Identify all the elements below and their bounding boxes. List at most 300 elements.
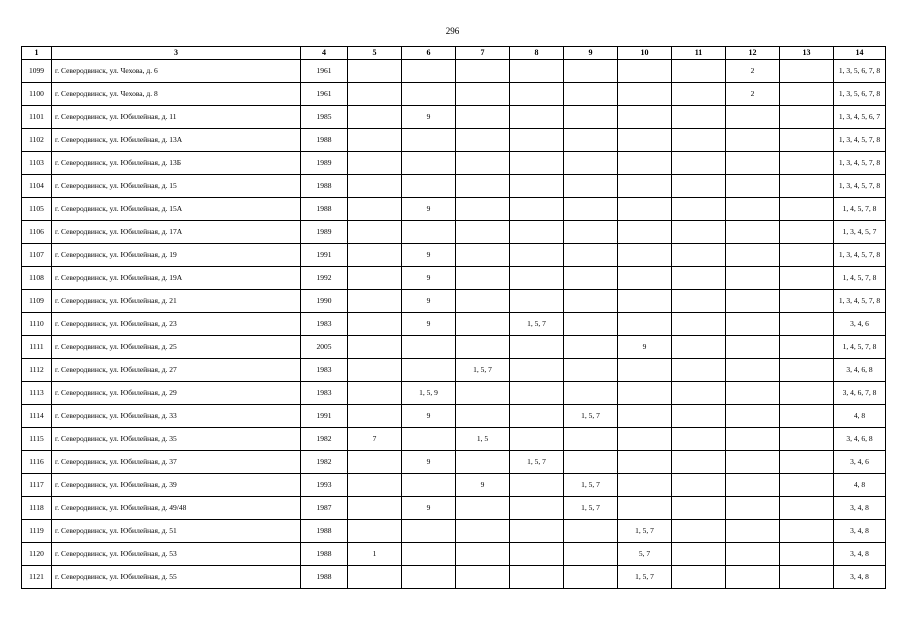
column-header: 7 [456,47,510,60]
address-cell: г. Северодвинск, ул. Юбилейная, д. 37 [52,451,301,474]
column-9-cell [564,175,618,198]
codes-cell: 1, 4, 5, 7, 8 [834,336,886,359]
row-number-cell: 1106 [22,221,52,244]
column-11-cell [672,244,726,267]
table-row [22,244,886,267]
column-13-cell [780,60,834,83]
year-cell: 1982 [301,451,348,474]
year-cell: 1961 [301,83,348,106]
codes-cell: 1, 3, 4, 5, 7 [834,221,886,244]
column-6-cell: 9 [402,106,456,129]
row-number-cell: 1112 [22,359,52,382]
column-13-cell [780,175,834,198]
codes-cell: 1, 3, 5, 6, 7, 8 [834,83,886,106]
column-6-cell: 1, 5, 9 [402,382,456,405]
address-cell: г. Северодвинск, ул. Юбилейная, д. 55 [52,566,301,589]
column-5-cell [348,221,402,244]
column-12-cell [726,336,780,359]
year-cell: 1988 [301,520,348,543]
column-13-cell [780,336,834,359]
codes-cell: 1, 4, 5, 7, 8 [834,198,886,221]
column-6-cell [402,543,456,566]
column-9-cell [564,60,618,83]
row-number-cell: 1111 [22,336,52,359]
column-8-cell [510,290,564,313]
column-8-cell [510,520,564,543]
column-10-cell [618,359,672,382]
column-11-cell [672,83,726,106]
address-cell: г. Северодвинск, ул. Юбилейная, д. 29 [52,382,301,405]
address-cell: г. Северодвинск, ул. Чехова, д. 6 [52,60,301,83]
column-10-cell [618,175,672,198]
column-12-cell: 2 [726,60,780,83]
column-13-cell [780,290,834,313]
column-9-cell [564,244,618,267]
column-7-cell: 1, 5, 7 [456,359,510,382]
column-6-cell [402,129,456,152]
column-5-cell [348,129,402,152]
column-5-cell [348,405,402,428]
column-7-cell [456,221,510,244]
column-10-cell [618,60,672,83]
row-number-cell: 1116 [22,451,52,474]
column-12-cell [726,497,780,520]
year-cell: 1987 [301,497,348,520]
column-12-cell [726,451,780,474]
column-10-cell: 1, 5, 7 [618,520,672,543]
table-row [22,106,886,129]
column-6-cell [402,428,456,451]
column-6-cell: 9 [402,451,456,474]
column-12-cell [726,520,780,543]
column-8-cell [510,129,564,152]
register-table [21,46,886,589]
column-11-cell [672,60,726,83]
codes-cell: 3, 4, 6, 8 [834,428,886,451]
column-header: 1 [22,47,52,60]
column-9-cell [564,290,618,313]
year-cell: 1983 [301,382,348,405]
column-10-cell: 5, 7 [618,543,672,566]
address-cell: г. Северодвинск, ул. Юбилейная, д. 17А [52,221,301,244]
column-5-cell [348,566,402,589]
column-7-cell [456,198,510,221]
column-6-cell [402,60,456,83]
column-7-cell [456,290,510,313]
table-row [22,566,886,589]
column-header: 10 [618,47,672,60]
column-7-cell [456,336,510,359]
column-12-cell [726,198,780,221]
column-7-cell [456,129,510,152]
row-number-cell: 1102 [22,129,52,152]
column-6-cell [402,474,456,497]
codes-cell: 4, 8 [834,405,886,428]
column-8-cell [510,60,564,83]
column-7-cell [456,382,510,405]
table-row [22,543,886,566]
column-header: 4 [301,47,348,60]
column-13-cell [780,313,834,336]
column-6-cell [402,359,456,382]
column-11-cell [672,566,726,589]
column-13-cell [780,221,834,244]
column-7-cell [456,543,510,566]
codes-cell: 4, 8 [834,474,886,497]
codes-cell: 3, 4, 6, 7, 8 [834,382,886,405]
column-11-cell [672,129,726,152]
column-header: 13 [780,47,834,60]
column-8-cell [510,83,564,106]
column-7-cell: 9 [456,474,510,497]
column-9-cell: 1, 5, 7 [564,497,618,520]
column-5-cell [348,497,402,520]
column-11-cell [672,520,726,543]
column-11-cell [672,267,726,290]
column-6-cell: 9 [402,313,456,336]
column-11-cell [672,198,726,221]
column-6-cell [402,152,456,175]
column-6-cell [402,520,456,543]
address-cell: г. Северодвинск, ул. Юбилейная, д. 27 [52,359,301,382]
column-7-cell [456,83,510,106]
column-8-cell [510,428,564,451]
row-number-cell: 1099 [22,60,52,83]
column-header: 6 [402,47,456,60]
year-cell: 1989 [301,221,348,244]
row-number-cell: 1100 [22,83,52,106]
column-7-cell [456,60,510,83]
column-10-cell: 9 [618,336,672,359]
column-6-cell: 9 [402,290,456,313]
column-12-cell [726,221,780,244]
column-12-cell [726,152,780,175]
column-13-cell [780,198,834,221]
column-10-cell [618,221,672,244]
column-12-cell [726,129,780,152]
column-12-cell [726,382,780,405]
column-9-cell [564,152,618,175]
column-header: 5 [348,47,402,60]
column-11-cell [672,405,726,428]
column-13-cell [780,244,834,267]
column-12-cell [726,106,780,129]
address-cell: г. Северодвинск, ул. Юбилейная, д. 23 [52,313,301,336]
codes-cell: 1, 3, 5, 6, 7, 8 [834,60,886,83]
year-cell: 1992 [301,267,348,290]
column-8-cell [510,152,564,175]
codes-cell: 3, 4, 8 [834,566,886,589]
column-9-cell [564,106,618,129]
column-10-cell [618,474,672,497]
column-10-cell [618,497,672,520]
page-number: 296 [445,26,460,36]
codes-cell: 3, 4, 8 [834,543,886,566]
column-7-cell [456,175,510,198]
year-cell: 1989 [301,152,348,175]
column-5-cell [348,106,402,129]
year-cell: 1991 [301,405,348,428]
column-13-cell [780,152,834,175]
row-number-cell: 1119 [22,520,52,543]
column-10-cell [618,106,672,129]
column-9-cell [564,359,618,382]
column-5-cell: 7 [348,428,402,451]
column-8-cell [510,336,564,359]
row-number-cell: 1107 [22,244,52,267]
row-number-cell: 1109 [22,290,52,313]
address-cell: г. Северодвинск, ул. Юбилейная, д. 49/48 [52,497,301,520]
year-cell: 1983 [301,313,348,336]
codes-cell: 1, 3, 4, 5, 7, 8 [834,152,886,175]
column-13-cell [780,83,834,106]
codes-cell: 1, 3, 4, 5, 6, 7 [834,106,886,129]
column-11-cell [672,336,726,359]
column-8-cell: 1, 5, 7 [510,313,564,336]
column-6-cell: 9 [402,267,456,290]
row-number-cell: 1104 [22,175,52,198]
table-row [22,198,886,221]
column-6-cell: 9 [402,244,456,267]
column-5-cell: 1 [348,543,402,566]
column-9-cell [564,83,618,106]
column-5-cell [348,267,402,290]
column-13-cell [780,106,834,129]
column-8-cell [510,566,564,589]
column-header: 8 [510,47,564,60]
column-9-cell [564,221,618,244]
column-6-cell [402,175,456,198]
column-9-cell [564,336,618,359]
column-5-cell [348,313,402,336]
column-header: 12 [726,47,780,60]
column-7-cell [456,267,510,290]
column-13-cell [780,428,834,451]
column-7-cell [456,497,510,520]
codes-cell: 3, 4, 8 [834,497,886,520]
column-5-cell [348,175,402,198]
column-9-cell [564,428,618,451]
column-12-cell: 2 [726,83,780,106]
row-number-cell: 1117 [22,474,52,497]
column-11-cell [672,543,726,566]
table-row [22,405,886,428]
column-6-cell: 9 [402,405,456,428]
column-12-cell [726,543,780,566]
year-cell: 1982 [301,428,348,451]
column-8-cell [510,175,564,198]
column-11-cell [672,106,726,129]
column-12-cell [726,313,780,336]
column-10-cell [618,451,672,474]
year-cell: 1988 [301,175,348,198]
column-11-cell [672,474,726,497]
codes-cell: 1, 3, 4, 5, 7, 8 [834,290,886,313]
table-row [22,152,886,175]
table-row [22,175,886,198]
column-10-cell [618,382,672,405]
column-11-cell [672,497,726,520]
table-row [22,382,886,405]
codes-cell: 1, 4, 5, 7, 8 [834,267,886,290]
column-6-cell [402,221,456,244]
address-cell: г. Северодвинск, ул. Юбилейная, д. 11 [52,106,301,129]
column-13-cell [780,382,834,405]
column-7-cell [456,566,510,589]
column-8-cell [510,543,564,566]
row-number-cell: 1118 [22,497,52,520]
column-8-cell [510,497,564,520]
column-10-cell [618,129,672,152]
column-8-cell [510,359,564,382]
codes-cell: 3, 4, 8 [834,520,886,543]
column-11-cell [672,382,726,405]
column-8-cell [510,244,564,267]
column-5-cell [348,474,402,497]
address-cell: г. Северодвинск, ул. Юбилейная, д. 51 [52,520,301,543]
column-9-cell [564,520,618,543]
table-row [22,129,886,152]
column-8-cell [510,198,564,221]
year-cell: 1961 [301,60,348,83]
column-5-cell [348,198,402,221]
codes-cell: 1, 3, 4, 5, 7, 8 [834,129,886,152]
column-9-cell [564,566,618,589]
column-5-cell [348,290,402,313]
table-row [22,267,886,290]
year-cell: 1985 [301,106,348,129]
column-11-cell [672,290,726,313]
codes-cell: 1, 3, 4, 5, 7, 8 [834,175,886,198]
address-cell: г. Северодвинск, ул. Чехова, д. 8 [52,83,301,106]
column-10-cell [618,313,672,336]
column-header: 9 [564,47,618,60]
column-5-cell [348,244,402,267]
row-number-cell: 1103 [22,152,52,175]
table-row [22,313,886,336]
column-11-cell [672,451,726,474]
column-9-cell [564,382,618,405]
column-header: 11 [672,47,726,60]
table-row [22,497,886,520]
column-8-cell [510,221,564,244]
column-13-cell [780,566,834,589]
year-cell: 2005 [301,336,348,359]
column-7-cell [456,451,510,474]
column-12-cell [726,474,780,497]
year-cell: 1988 [301,198,348,221]
column-6-cell [402,566,456,589]
address-cell: г. Северодвинск, ул. Юбилейная, д. 15А [52,198,301,221]
column-12-cell [726,428,780,451]
column-13-cell [780,359,834,382]
column-7-cell: 1, 5 [456,428,510,451]
column-5-cell [348,451,402,474]
column-10-cell [618,244,672,267]
column-13-cell [780,451,834,474]
column-9-cell [564,129,618,152]
column-7-cell [456,520,510,543]
year-cell: 1988 [301,129,348,152]
address-cell: г. Северодвинск, ул. Юбилейная, д. 35 [52,428,301,451]
year-cell: 1990 [301,290,348,313]
column-9-cell: 1, 5, 7 [564,474,618,497]
column-9-cell [564,267,618,290]
column-11-cell [672,313,726,336]
table-body [22,60,886,589]
column-9-cell [564,198,618,221]
address-cell: г. Северодвинск, ул. Юбилейная, д. 15 [52,175,301,198]
column-9-cell: 1, 5, 7 [564,405,618,428]
column-13-cell [780,129,834,152]
column-13-cell [780,405,834,428]
column-11-cell [672,221,726,244]
column-12-cell [726,566,780,589]
column-9-cell [564,543,618,566]
table-row [22,336,886,359]
table-row [22,60,886,83]
column-10-cell [618,428,672,451]
year-cell: 1991 [301,244,348,267]
column-8-cell [510,474,564,497]
codes-cell: 3, 4, 6, 8 [834,359,886,382]
column-5-cell [348,60,402,83]
year-cell: 1983 [301,359,348,382]
address-cell: г. Северодвинск, ул. Юбилейная, д. 33 [52,405,301,428]
column-9-cell [564,313,618,336]
column-13-cell [780,474,834,497]
column-5-cell [348,520,402,543]
column-7-cell [456,244,510,267]
address-cell: г. Северодвинск, ул. Юбилейная, д. 13Б [52,152,301,175]
table-row [22,520,886,543]
column-7-cell [456,152,510,175]
row-number-cell: 1108 [22,267,52,290]
header-row [22,47,886,60]
column-11-cell [672,428,726,451]
column-5-cell [348,382,402,405]
column-5-cell [348,336,402,359]
row-number-cell: 1105 [22,198,52,221]
column-10-cell [618,290,672,313]
address-cell: г. Северодвинск, ул. Юбилейная, д. 39 [52,474,301,497]
year-cell: 1988 [301,543,348,566]
column-5-cell [348,359,402,382]
row-number-cell: 1110 [22,313,52,336]
column-10-cell [618,198,672,221]
column-13-cell [780,543,834,566]
address-cell: г. Северодвинск, ул. Юбилейная, д. 19А [52,267,301,290]
table-row [22,83,886,106]
column-6-cell: 9 [402,497,456,520]
row-number-cell: 1101 [22,106,52,129]
column-6-cell: 9 [402,198,456,221]
table-row [22,290,886,313]
table-row [22,359,886,382]
column-header: 14 [834,47,886,60]
column-10-cell [618,405,672,428]
column-8-cell [510,382,564,405]
year-cell: 1993 [301,474,348,497]
column-11-cell [672,152,726,175]
column-8-cell [510,405,564,428]
column-11-cell [672,359,726,382]
column-12-cell [726,175,780,198]
table-row [22,451,886,474]
column-12-cell [726,267,780,290]
address-cell: г. Северодвинск, ул. Юбилейная, д. 19 [52,244,301,267]
column-13-cell [780,267,834,290]
